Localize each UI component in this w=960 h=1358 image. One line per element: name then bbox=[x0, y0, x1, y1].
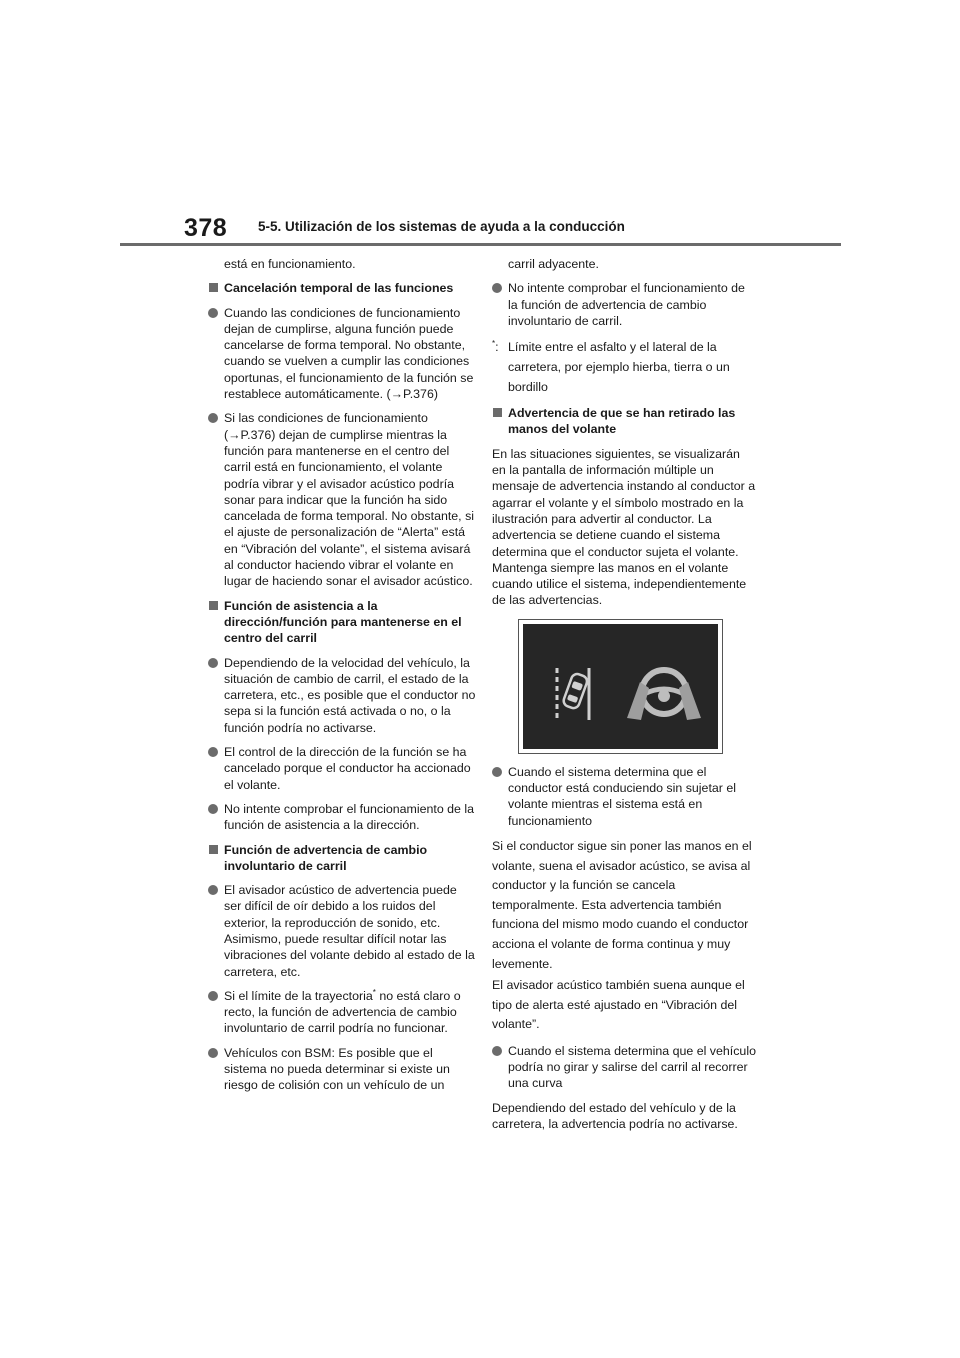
round-bullet-icon bbox=[208, 991, 218, 1001]
page-number: 378 bbox=[184, 214, 228, 242]
heading-text: Función de asistencia a la dirección/función para mantenerse en el centro del carril bbox=[224, 598, 462, 646]
heading-text: Función de advertencia de cambio involuntario de carril bbox=[224, 842, 428, 873]
round-bullet-icon bbox=[492, 767, 502, 777]
heading-text: Advertencia de que se han retirado las manos del volante bbox=[508, 406, 736, 437]
list-item bbox=[208, 988, 476, 1037]
footnote-text: Límite entre el asfalto y el lateral de la carretera, por ejemplo hierba, tierra o un bordillo bbox=[508, 340, 730, 395]
list-item bbox=[492, 280, 756, 329]
section-title: 5-5. Utilización de los sistemas de ayuda a la conducción bbox=[258, 219, 625, 234]
heading-asistencia bbox=[208, 598, 476, 647]
list-item-text bbox=[224, 989, 461, 1036]
right-column bbox=[492, 256, 756, 1140]
paragraph: El avisador acústico también suena aunque el tipo de alerta esté ajustado en “Vibración del volante”. bbox=[492, 978, 745, 1032]
round-bullet-icon bbox=[208, 885, 218, 895]
heading-cancelacion bbox=[208, 280, 476, 296]
footnote-asterisk: * bbox=[492, 339, 496, 349]
list-item-text: No intente comprobar el funcionamiento de la función de asistencia a la dirección. bbox=[224, 801, 475, 833]
round-bullet-icon bbox=[208, 747, 218, 757]
list-item-text: Cuando el sistema determina que el vehículo podría no girar y salirse del carril al recorrer una curva bbox=[508, 1043, 756, 1091]
list-item bbox=[208, 744, 476, 793]
round-bullet-icon bbox=[208, 413, 218, 423]
footnote-mark bbox=[492, 337, 499, 357]
footnote-colon: : bbox=[495, 340, 499, 355]
list-item bbox=[208, 305, 476, 403]
list-item-text: Vehículos con BSM: Es posible que el sistema no pueda determinar si existe un riesgo de colisión con un vehículo de un bbox=[224, 1045, 450, 1093]
round-bullet-icon bbox=[208, 804, 218, 814]
multi-info-display bbox=[523, 624, 718, 749]
left-column bbox=[208, 256, 476, 1102]
text-part: no está claro o recto, la función de advertencia de cambio involuntario de carril podría no funcionar. bbox=[224, 988, 461, 1036]
paragraph: Si el conductor sigue sin poner las manos en el volante, suena el avisador acústico, se avisa al conductor y la función se cancela temporalmente. Esta advertencia también funciona del mismo modo cuando el conductor acciona el volante de forma continua y muy levemente. bbox=[492, 838, 752, 971]
continued-text: carril adyacente. bbox=[508, 257, 599, 271]
round-bullet-icon bbox=[208, 308, 218, 318]
continued-text: está en funcionamiento. bbox=[224, 257, 356, 271]
heading-manos-volante bbox=[492, 405, 756, 438]
round-bullet-icon bbox=[492, 283, 502, 293]
footnote-marker: * bbox=[372, 987, 376, 997]
heading-advertencia-cambio bbox=[208, 842, 476, 875]
round-bullet-icon bbox=[208, 1048, 218, 1058]
list-item bbox=[492, 764, 756, 829]
header-divider bbox=[120, 243, 841, 246]
list-item bbox=[208, 655, 476, 736]
list-item-text: Dependiendo de la velocidad del vehículo, la situación de cambio de carril, el estado de la carretera, etc., es posible que el conductor no sepa si la función está activada o no, o la función podría no activarse. bbox=[224, 655, 476, 735]
list-item-text: El control de la dirección de la función se ha cancelado porque el conductor ha accionado el volante. bbox=[224, 745, 471, 792]
list-item bbox=[208, 410, 476, 589]
list-item bbox=[208, 1045, 476, 1094]
warning-illustration bbox=[518, 619, 723, 754]
paragraph: Dependiendo del estado del vehículo y de la carretera, la advertencia podría no activarse. bbox=[492, 1100, 738, 1132]
paragraph: En las situaciones siguientes, se visualizarán en la pantalla de información múltiple un mensaje de advertencia instando al conductor a agarrar el volante y el símbolo mostrado en la ilustración para advertir al conductor. La advertencia se detiene cuando el sistema determina que el conductor sujeta el volante. Mantenga siempre las manos en el volante cuando utilice el sistema, independientemente de las advertencias. bbox=[492, 446, 756, 608]
list-item bbox=[208, 882, 476, 980]
square-bullet-icon bbox=[209, 601, 218, 610]
list-item-text: El avisador acústico de advertencia puede ser difícil de oír debido a los ruidos del exterior, la reproducción de sonido, etc. Asimismo, puede resultar difícil notar las vibraciones del volante debido al estado de la carretera, etc. bbox=[224, 883, 475, 979]
square-bullet-icon bbox=[209, 845, 218, 854]
footnote bbox=[492, 337, 756, 397]
heading-text: Cancelación temporal de las funciones bbox=[224, 281, 454, 296]
text-part: Si el límite de la trayectoria bbox=[224, 988, 373, 1003]
square-bullet-icon bbox=[493, 408, 502, 417]
list-item-text: Cuando el sistema determina que el conductor está conduciendo sin sujetar el volante mientras el sistema está en funcionamiento bbox=[508, 764, 736, 828]
list-item-text: No intente comprobar el funcionamiento de la función de advertencia de cambio involuntario de carril. bbox=[508, 281, 745, 328]
square-bullet-icon bbox=[209, 283, 218, 292]
list-item bbox=[492, 1043, 756, 1092]
round-bullet-icon bbox=[208, 658, 218, 668]
list-item-text: Cuando las condiciones de funcionamiento dejan de cumplirse, alguna función puede cancelarse de forma temporal. No obstante, cuando se vuelven a cumplir las condiciones oportunas, el funcionamiento de la función se restablece automáticamente. (→P.376) bbox=[224, 305, 474, 402]
round-bullet-icon bbox=[492, 1046, 502, 1056]
list-item-text: Si las condiciones de funcionamiento (→P.376) dejan de cumplirse mientras la función para mantenerse en el centro del carril está en funcionamiento, el volante podría vibrar y el avisador acústico podría sonar para indicar que la función ha sido cancelada de forma temporal. No obstante, si el ajuste de personalización de “Alerta” está en “Vibración del volante”, el sistema avisará al conductor haciendo vibrar el volante en lugar de haciendo sonar el avisador acústico. bbox=[224, 411, 475, 589]
list-item bbox=[208, 801, 476, 834]
